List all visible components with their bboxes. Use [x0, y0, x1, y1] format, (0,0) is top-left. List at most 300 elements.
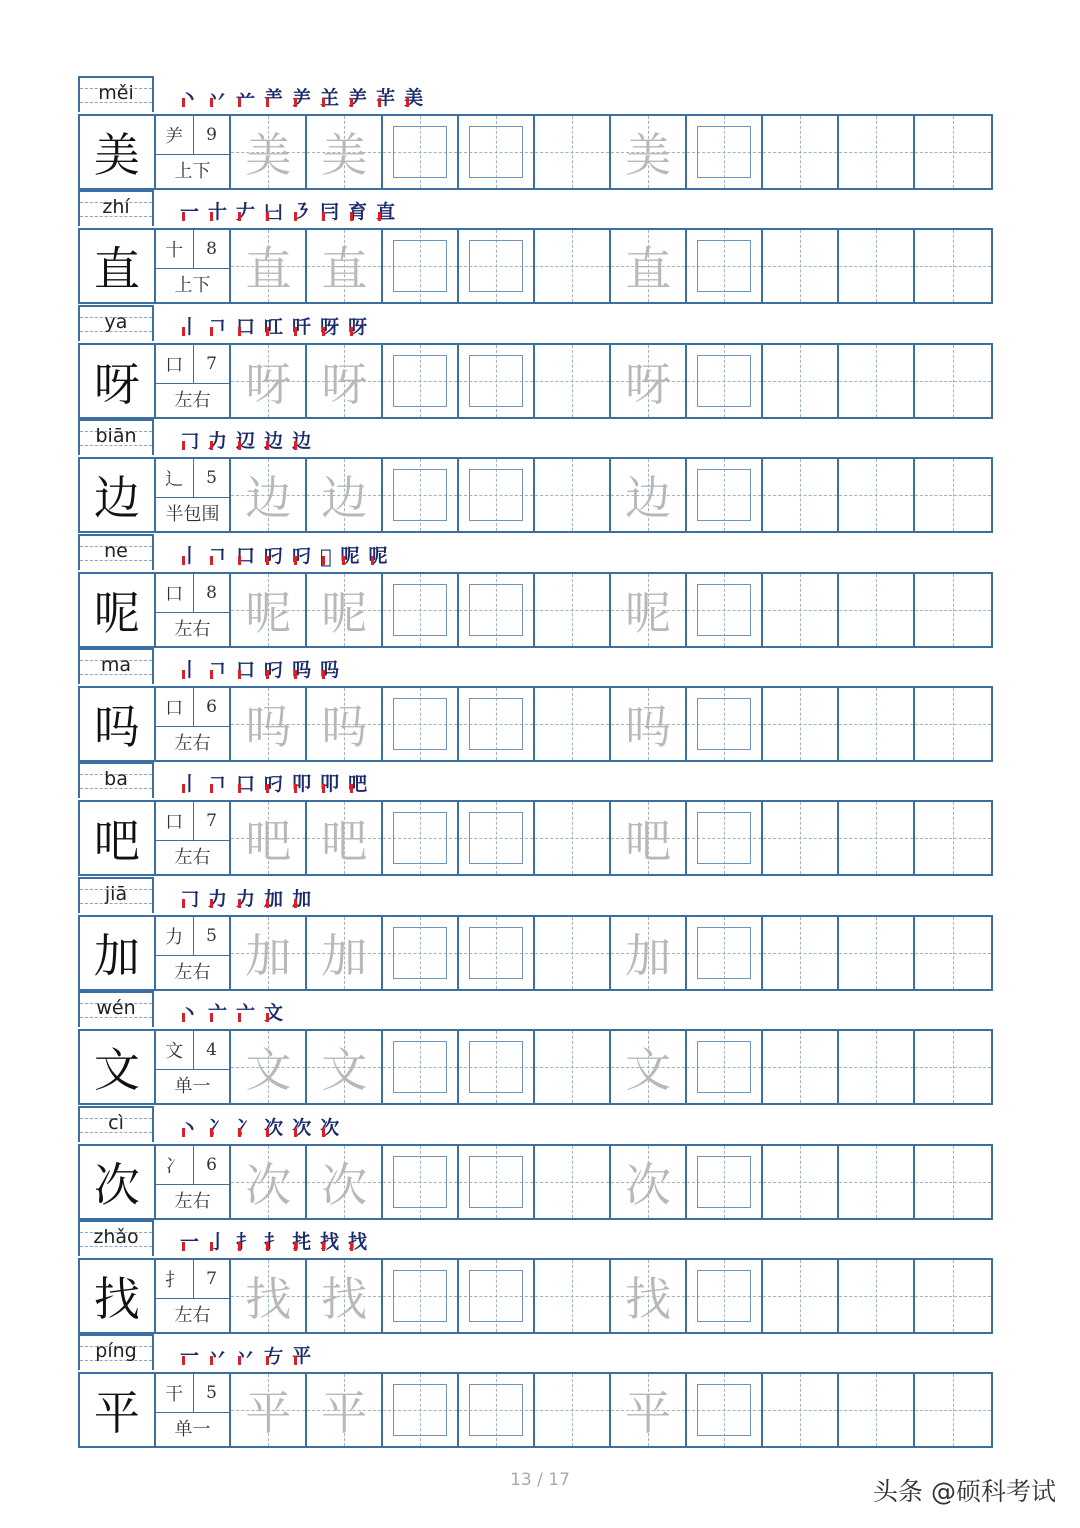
practice-cell[interactable] [915, 574, 991, 646]
practice-cell[interactable] [535, 116, 611, 188]
pinyin-box [78, 1106, 154, 1142]
practice-box [393, 126, 447, 178]
structure: 左右 [174, 1305, 211, 1326]
practice-cell[interactable] [687, 574, 763, 646]
trace-character: 吧 [321, 814, 368, 869]
pinyin-box [78, 534, 154, 570]
stroke-order [180, 78, 423, 110]
practice-cell[interactable] [383, 230, 459, 302]
practice-cell[interactable] [383, 1374, 459, 1446]
stroke-order [180, 879, 311, 911]
stroke-count: 8 [206, 582, 217, 603]
stroke-step: 𠂇 [236, 197, 255, 224]
pinyin-box [78, 1220, 154, 1256]
trace-character: 直 [321, 242, 368, 297]
character-info [156, 574, 232, 646]
stroke-step: 加 [292, 884, 311, 911]
practice-cell[interactable] [307, 459, 383, 531]
practice-cell[interactable] [535, 802, 611, 874]
stroke-step: 次 [264, 1113, 283, 1140]
practice-cell[interactable] [687, 1146, 763, 1218]
radical: 十 [156, 230, 194, 268]
practice-cell[interactable] [687, 1374, 763, 1446]
practice-cell[interactable] [535, 345, 611, 417]
model-character: 加 [80, 917, 156, 989]
practice-cell[interactable] [763, 574, 839, 646]
stroke-step: 叼 [264, 769, 283, 796]
character-row [78, 114, 993, 190]
stroke-step: 找 [320, 1227, 339, 1254]
practice-cell[interactable] [307, 1260, 383, 1332]
practice-box [469, 1041, 523, 1093]
practice-box [469, 126, 523, 178]
radical: ⺶ [156, 116, 194, 154]
practice-box [393, 1041, 447, 1093]
practice-cell[interactable] [611, 1374, 687, 1446]
model-character: 找 [80, 1260, 156, 1332]
stroke-step: 叩 [320, 769, 339, 796]
practice-cell[interactable] [535, 459, 611, 531]
practice-cell[interactable] [231, 230, 307, 302]
practice-cell[interactable] [839, 574, 915, 646]
practice-cell[interactable] [687, 917, 763, 989]
practice-cell[interactable] [763, 230, 839, 302]
practice-cell[interactable] [915, 1031, 991, 1103]
stroke-step: ⺶ [292, 83, 311, 110]
practice-cell[interactable] [763, 688, 839, 760]
stroke-step: 亠 [236, 998, 255, 1025]
stroke-step: 扥 [292, 1227, 311, 1254]
practice-cell[interactable] [915, 1374, 991, 1446]
character-info [156, 688, 232, 760]
stroke-step: 呢 [340, 541, 359, 568]
stroke-step: 丨 [180, 312, 199, 339]
practice-cell[interactable] [915, 1260, 991, 1332]
stroke-step: 呀 [320, 312, 339, 339]
practice-cell[interactable] [687, 116, 763, 188]
practice-cell[interactable] [535, 688, 611, 760]
character-info [156, 345, 232, 417]
character-info [156, 230, 232, 302]
practice-cell[interactable] [687, 1031, 763, 1103]
trace-character: 美 [245, 128, 292, 182]
practice-cell[interactable] [763, 345, 839, 417]
practice-cell[interactable] [611, 116, 687, 188]
practice-cell[interactable] [231, 459, 307, 531]
character-row [78, 1029, 993, 1105]
stroke-step: 口 [236, 769, 255, 796]
structure: 半包围 [165, 504, 220, 526]
stroke-order [180, 1222, 367, 1254]
stroke-step: 吀 [292, 312, 311, 339]
structure: 单一 [174, 1419, 211, 1441]
practice-cell[interactable] [687, 230, 763, 302]
practice-box [469, 240, 523, 292]
trace-character: 呀 [245, 356, 292, 411]
practice-cell[interactable] [459, 574, 535, 646]
practice-box [469, 1156, 523, 1208]
character-row [78, 1258, 993, 1334]
stroke-step: 亅 [208, 1227, 227, 1254]
practice-cell[interactable] [383, 688, 459, 760]
practice-cell[interactable] [383, 116, 459, 188]
character-info [156, 917, 232, 989]
practice-cell[interactable] [383, 345, 459, 417]
practice-cell[interactable] [687, 802, 763, 874]
structure: 单一 [174, 1076, 211, 1098]
character-row [78, 343, 993, 419]
stroke-step: 叩 [292, 769, 311, 796]
practice-box [697, 812, 751, 864]
stroke-step: 冫 [208, 1113, 227, 1140]
character-info [156, 1260, 232, 1332]
practice-cell[interactable] [307, 1146, 383, 1218]
practice-cell[interactable] [611, 230, 687, 302]
practice-box [697, 1156, 751, 1208]
practice-box [697, 240, 751, 292]
practice-box [697, 1041, 751, 1093]
practice-cell[interactable] [687, 688, 763, 760]
practice-cell[interactable] [763, 917, 839, 989]
trace-character: 呢 [625, 585, 672, 640]
practice-cell[interactable] [839, 1374, 915, 1446]
practice-cell[interactable] [535, 574, 611, 646]
practice-cell[interactable] [231, 917, 307, 989]
stroke-step: 𠃌 [180, 884, 199, 911]
practice-cell[interactable] [535, 1260, 611, 1332]
practice-cell[interactable] [839, 345, 915, 417]
structure: 左右 [174, 1190, 211, 1212]
character-info [156, 1374, 232, 1446]
character-row [78, 915, 993, 991]
practice-cell[interactable] [307, 230, 383, 302]
practice-cell[interactable] [915, 688, 991, 760]
practice-cell[interactable] [459, 1031, 535, 1103]
practice-cell[interactable] [307, 116, 383, 188]
stroke-order [180, 536, 388, 568]
practice-cell[interactable] [839, 116, 915, 188]
practice-cell[interactable] [687, 459, 763, 531]
pinyin-text: ya [104, 310, 128, 333]
practice-cell[interactable] [459, 688, 535, 760]
practice-cell[interactable] [535, 230, 611, 302]
practice-cell[interactable] [611, 1260, 687, 1332]
stroke-step: 𠰷 [320, 545, 332, 568]
stroke-step: 叿 [264, 312, 283, 339]
practice-cell[interactable] [839, 1260, 915, 1332]
model-character: 吧 [80, 802, 156, 874]
practice-cell[interactable] [611, 1146, 687, 1218]
stroke-step: 吧 [348, 769, 367, 796]
stroke-step: 找 [348, 1227, 367, 1254]
practice-cell[interactable] [839, 230, 915, 302]
stroke-count: 5 [206, 1383, 217, 1404]
practice-box [697, 469, 751, 521]
practice-cell[interactable] [383, 1260, 459, 1332]
pinyin-text: jiā [104, 882, 128, 905]
practice-cell[interactable] [915, 802, 991, 874]
practice-cell[interactable] [231, 1374, 307, 1446]
stroke-step: 次 [292, 1113, 311, 1140]
practice-cell[interactable] [307, 1031, 383, 1103]
practice-cell[interactable] [459, 345, 535, 417]
practice-cell[interactable] [915, 459, 991, 531]
trace-character: 呀 [625, 356, 672, 411]
practice-cell[interactable] [839, 1031, 915, 1103]
practice-box [393, 469, 447, 521]
practice-cell[interactable] [839, 802, 915, 874]
practice-box [469, 1270, 523, 1322]
stroke-step: ⺷ [264, 83, 283, 110]
structure: 左右 [174, 847, 211, 869]
practice-cell[interactable] [231, 345, 307, 417]
practice-box [469, 927, 523, 979]
practice-cell[interactable] [763, 1146, 839, 1218]
practice-cell[interactable] [915, 917, 991, 989]
stroke-step: ⺶ [348, 83, 367, 110]
pinyin-text: ne [104, 539, 128, 562]
practice-cell[interactable] [763, 802, 839, 874]
pinyin-text: měi [98, 82, 134, 104]
practice-box [469, 698, 523, 750]
trace-character: 文 [321, 1043, 368, 1098]
trace-character: 次 [321, 1157, 368, 1212]
practice-cell[interactable] [535, 917, 611, 989]
character-info [156, 1146, 232, 1218]
practice-box [469, 1384, 523, 1436]
practice-cell[interactable] [231, 574, 307, 646]
practice-cell[interactable] [763, 1031, 839, 1103]
practice-cell[interactable] [611, 459, 687, 531]
stroke-step: 亠 [208, 998, 227, 1025]
structure: 左右 [174, 733, 211, 754]
stroke-step: 𠃍 [208, 769, 227, 796]
character-info [156, 802, 232, 874]
stroke-step: 丶 [180, 83, 199, 110]
pinyin-text: zhí [102, 196, 130, 219]
trace-character: 平 [625, 1386, 672, 1441]
practice-cell[interactable] [231, 1146, 307, 1218]
practice-cell[interactable] [915, 345, 991, 417]
trace-character: 文 [245, 1043, 292, 1098]
practice-box [469, 812, 523, 864]
stroke-order [180, 764, 367, 796]
practice-cell[interactable] [231, 688, 307, 760]
practice-cell[interactable] [915, 1146, 991, 1218]
practice-cell[interactable] [231, 802, 307, 874]
model-character: 呀 [80, 345, 156, 417]
practice-cell[interactable] [763, 1260, 839, 1332]
practice-cell[interactable] [307, 345, 383, 417]
stroke-step: 𦍋 [376, 83, 395, 110]
structure: 上下 [174, 275, 211, 297]
stroke-count: 7 [206, 353, 217, 374]
stroke-step: 扌 [236, 1227, 255, 1254]
practice-cell[interactable] [763, 116, 839, 188]
stroke-count: 4 [206, 1040, 217, 1061]
practice-cell[interactable] [915, 230, 991, 302]
practice-cell[interactable] [763, 459, 839, 531]
pinyin-text: wén [96, 997, 136, 1020]
trace-character: 呢 [245, 585, 292, 640]
pinyin-box [78, 1334, 154, 1370]
radical: 文 [156, 1031, 194, 1069]
practice-cell[interactable] [535, 1146, 611, 1218]
stroke-order [180, 192, 395, 224]
stroke-step: 口 [236, 655, 255, 682]
practice-cell[interactable] [459, 230, 535, 302]
stroke-step: 丶 [180, 998, 199, 1025]
stroke-step: 𦍌 [320, 83, 339, 110]
stroke-step: 𠃍 [208, 655, 227, 682]
trace-character: 边 [245, 471, 292, 526]
trace-character: 次 [625, 1157, 672, 1212]
practice-cell[interactable] [307, 1374, 383, 1446]
character-row [78, 1372, 993, 1448]
trace-character: 直 [245, 242, 292, 297]
stroke-step: 口 [236, 541, 255, 568]
pinyin-box [78, 190, 154, 226]
trace-character: 次 [245, 1157, 292, 1212]
stroke-order [180, 307, 367, 339]
practice-cell[interactable] [231, 116, 307, 188]
model-character: 文 [80, 1031, 156, 1103]
model-character: 平 [80, 1374, 156, 1446]
trace-character: 文 [625, 1043, 672, 1098]
practice-cell[interactable] [535, 1031, 611, 1103]
stroke-count: 8 [206, 239, 217, 260]
practice-cell[interactable] [839, 1146, 915, 1218]
stroke-step: 叼 [264, 541, 283, 568]
practice-box [697, 126, 751, 178]
practice-cell[interactable] [611, 1031, 687, 1103]
stroke-count: 5 [206, 925, 217, 946]
practice-cell[interactable] [383, 802, 459, 874]
stroke-order [180, 993, 283, 1025]
stroke-step: 力 [236, 884, 255, 911]
practice-cell[interactable] [383, 1031, 459, 1103]
practice-cell[interactable] [231, 1260, 307, 1332]
trace-character: 加 [625, 928, 672, 983]
practice-cell[interactable] [383, 459, 459, 531]
model-character: 直 [80, 230, 156, 302]
trace-character: 加 [321, 928, 368, 983]
practice-cell[interactable] [611, 574, 687, 646]
practice-cell[interactable] [383, 1146, 459, 1218]
practice-cell[interactable] [611, 802, 687, 874]
practice-cell[interactable] [459, 917, 535, 989]
radical: 口 [156, 802, 194, 840]
practice-cell[interactable] [231, 1031, 307, 1103]
stroke-step: 丷 [208, 83, 227, 110]
structure: 左右 [174, 618, 211, 640]
practice-cell[interactable] [459, 1146, 535, 1218]
stroke-step: 一 [180, 1227, 199, 1254]
pinyin-box [78, 305, 154, 341]
stroke-step: 力 [208, 426, 227, 453]
stroke-step: 呀 [348, 312, 367, 339]
radical: 干 [156, 1374, 194, 1412]
practice-cell[interactable] [915, 116, 991, 188]
stroke-order [180, 421, 311, 453]
stroke-step: 美 [404, 83, 423, 110]
radical: 力 [156, 917, 194, 955]
model-character: 吗 [80, 688, 156, 760]
character-row [78, 457, 993, 533]
page-number: 13 / 17 [510, 1470, 570, 1490]
practice-cell[interactable] [307, 574, 383, 646]
radical: 扌 [156, 1260, 194, 1298]
stroke-count: 6 [206, 697, 217, 717]
stroke-step: 次 [320, 1113, 339, 1140]
character-info [156, 459, 232, 531]
stroke-step: 丨 [180, 655, 199, 682]
trace-character: 吗 [245, 700, 292, 754]
practice-cell[interactable] [459, 459, 535, 531]
character-row [78, 572, 993, 648]
stroke-step: 丨 [180, 769, 199, 796]
practice-cell[interactable] [687, 345, 763, 417]
practice-cell[interactable] [459, 1374, 535, 1446]
stroke-order [180, 650, 339, 682]
pinyin-box [78, 991, 154, 1027]
practice-cell[interactable] [459, 802, 535, 874]
trace-character: 美 [321, 128, 368, 182]
radical: 口 [156, 574, 194, 612]
practice-cell[interactable] [383, 574, 459, 646]
practice-box [393, 240, 447, 292]
practice-cell[interactable] [611, 688, 687, 760]
practice-cell[interactable] [611, 345, 687, 417]
stroke-step: 𠃍 [208, 312, 227, 339]
structure: 左右 [174, 389, 211, 411]
stroke-step: 𠙵 [264, 202, 284, 225]
structure: 上下 [174, 161, 211, 182]
practice-cell[interactable] [307, 688, 383, 760]
practice-cell[interactable] [459, 1260, 535, 1332]
radical: 冫 [156, 1146, 194, 1184]
watermark: 头条 @硕科考试 [873, 1477, 1056, 1506]
stroke-step: 一 [180, 197, 199, 224]
practice-box [393, 927, 447, 979]
trace-character: 呀 [321, 356, 368, 411]
practice-cell[interactable] [839, 917, 915, 989]
practice-cell[interactable] [763, 1374, 839, 1446]
practice-cell[interactable] [307, 802, 383, 874]
practice-box [697, 1270, 751, 1322]
practice-box [469, 355, 523, 407]
stroke-step: 一 [180, 1341, 199, 1368]
practice-cell[interactable] [839, 459, 915, 531]
pinyin-text: ba [104, 768, 128, 791]
stroke-step: 平 [292, 1341, 311, 1368]
stroke-step: 育 [348, 197, 367, 224]
practice-cell[interactable] [611, 917, 687, 989]
practice-cell[interactable] [383, 917, 459, 989]
pinyin-text: zhǎo [93, 1226, 139, 1248]
practice-cell[interactable] [687, 1260, 763, 1332]
practice-box [393, 1384, 447, 1436]
practice-box [697, 355, 751, 407]
practice-cell[interactable] [839, 688, 915, 760]
pinyin-text: cì [108, 1111, 124, 1134]
radical: 口 [156, 688, 194, 726]
stroke-step: 𠀁 [264, 1346, 284, 1369]
practice-cell[interactable] [307, 917, 383, 989]
practice-cell[interactable] [459, 116, 535, 188]
practice-cell[interactable] [535, 1374, 611, 1446]
trace-character: 找 [321, 1272, 368, 1326]
